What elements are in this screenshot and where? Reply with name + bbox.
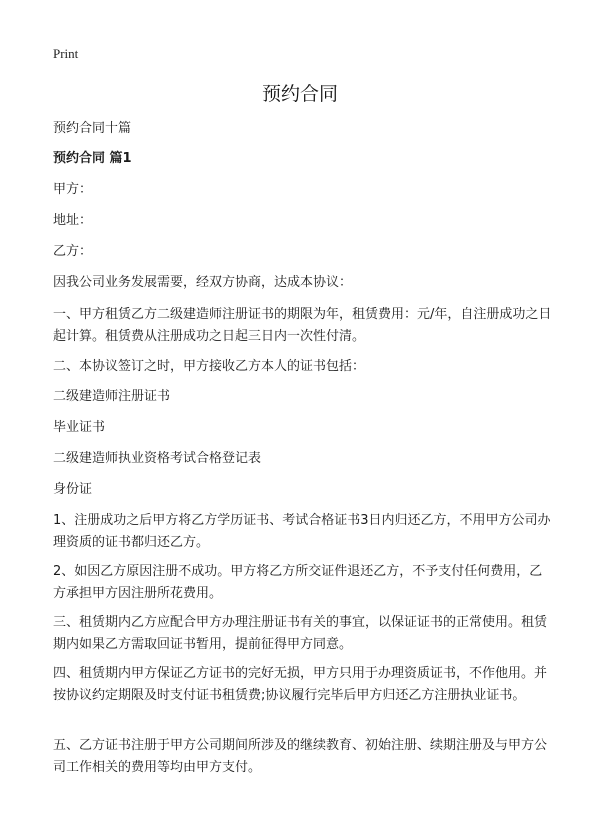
party-a-line: 甲方： [53,182,93,197]
certificate-item: 二级建造师执业资格考试合格登记表 [53,451,262,466]
intro-paragraph: 因我公司业务发展需要，经双方协商，达成本协议： [53,275,353,290]
clause-3-paragraph: 三、租赁期内乙方应配合甲方办理注册证书有关的事宜，以保证证书的正常使用。租赁期内如果乙方需取回证书暂用，提前征得甲方同意。 [53,615,548,652]
document-title: 预约合同 [261,83,338,105]
clause-1-paragraph: 一、甲方租赁乙方二级建造师注册证书的期限为年，租赁费用：元/年，自注册成功之日起计算。租赁费从注册成功之日起三日内一次性付清。 [53,307,552,344]
certificate-item: 毕业证书 [53,420,106,435]
certificate-item: 二级建造师注册证书 [53,389,171,404]
certificate-item: 身份证 [53,482,93,497]
item-1-paragraph: 1、注册成功之后甲方将乙方学历证书、考试合格证书3日内归还乙方，不用甲方公司办理资质的证书都归还乙方。 [53,513,551,550]
section-heading: 预约合同 篇1 [53,151,132,166]
clause-4-paragraph: 四、租赁期内甲方保证乙方证书的完好无损，甲方只用于办理资质证书，不作他用。并按协议约定期限及时支付证书租赁费;协议履行完毕后甲方归还乙方注册执业证书。 [53,666,548,703]
clause-2-paragraph: 二、本协议签订之时，甲方接收乙方本人的证书包括： [53,359,366,374]
address-line: 地址： [53,213,93,228]
print-link[interactable]: Print [53,46,79,61]
party-b-line: 乙方： [53,244,93,259]
document-subtitle: 预约合同十篇 [53,121,132,136]
item-2-paragraph: 2、如因乙方原因注册不成功。甲方将乙方所交证件退还乙方，不予支付任何费用，乙方承担甲方因注册所花费用。 [53,564,543,601]
clause-5-paragraph: 五、乙方证书注册于甲方公司期间所涉及的继续教育、初始注册、续期注册及与甲方公司工作相关的费用等均由甲方支付。 [53,738,548,775]
